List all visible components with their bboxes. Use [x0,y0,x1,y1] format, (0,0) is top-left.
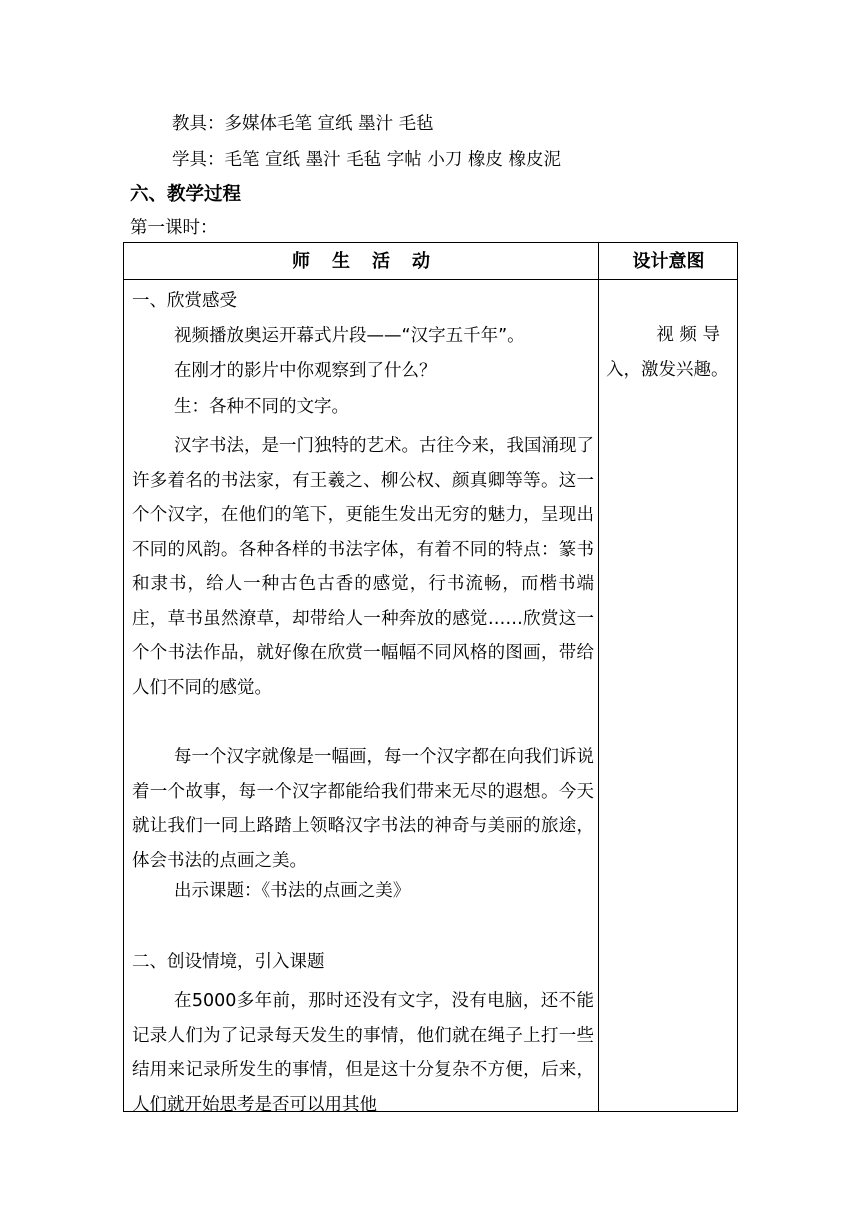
section-two-title: 二、创设情境，引入课题 [132,952,325,972]
activity-paragraph: 汉字书法，是一门独特的艺术。古往今来，我国涌现了许多着名的书法家，有王羲之、柳公权、颜真卿等等。这一个个汉字，在他们的笔下，更能生发出无穷的魅力，呈现出不同的风韵。各种各样的书法字体，有着不同的特点：篆书和隶书，给人一种古色古香的感觉，行书流畅，而楷书端庄，草书虽然潦草，却带给人一种奔放的感觉……欣赏这一个个书法作品，就好像在欣赏一幅幅不同风格的图画，带给人们不同的感觉。 [132,436,594,698]
lesson-table [123,242,738,1115]
learning-tools-line: 学具：毛笔 宣纸 墨汁 毛毡 字帖 小刀 橡皮 橡皮泥 [172,150,561,170]
design-intent-line: 视 频 导 [656,325,720,345]
column-header-design-intent: 设计意图 [632,251,705,272]
activity-paragraph: 在5000多年前，那时还没有文字，没有电脑，还不能记录人们为了记录每天发生的事情，他们就在绳子上打一些结用来记录所发生的事情，但是这十分复杂不方便，后来，人们就开始思考是否可以用其他 [132,991,594,1115]
activity-paragraph: 在刚才的影片中你观察到了什么？ [174,361,437,381]
section-one-title: 一、欣赏感受 [132,291,237,311]
column-header-activities: 师生活动 [292,251,452,272]
column-divider [598,243,599,1111]
activity-paragraph: 生：各种不同的文字。 [174,397,349,417]
activity-paragraph: 视频播放奥运开幕式片段——“汉字五千年”。 [174,326,525,346]
section-title: 六、教学过程 [130,184,242,205]
lesson-label: 第一课时： [130,218,218,238]
lesson-topic: 出示课题：《书法的点画之美》 [174,881,411,901]
activity-paragraph: 每一个汉字就像是一幅画，每一个汉字都在向我们诉说着一个故事，每一个汉字都能给我们带来无尽的遐想。今天就让我们一同上路踏上领略汉字书法的神奇与美丽的旅途，体会书法的点画之美。 [132,747,594,871]
header-divider [124,279,737,280]
design-intent-line: 入，激发兴趣。 [606,360,729,380]
teaching-tools-line: 教具：多媒体毛笔 宣纸 墨汁 毛毡 [172,114,434,134]
